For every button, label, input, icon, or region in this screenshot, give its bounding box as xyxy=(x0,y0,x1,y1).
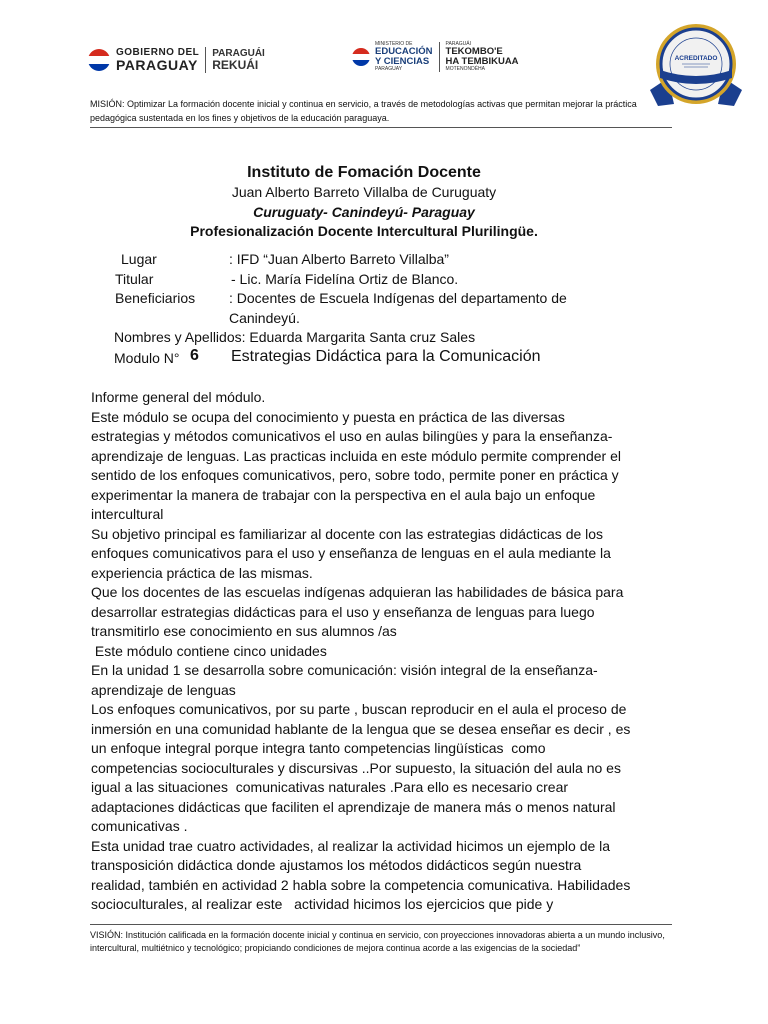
lugar-value: : IFD “Juan Alberto Barreto Villalba” xyxy=(229,251,449,267)
gov-logo-line2: PARAGUAY xyxy=(116,57,198,73)
mec-line2: Y CIENCIAS xyxy=(375,56,430,67)
body-line: Los enfoques comunicativos, por su parte , buscan reproducir en el aula el proceso de xyxy=(91,701,627,717)
mec-small-label: MINISTERIO DE xyxy=(375,41,413,48)
mission-statement: MISIÓN: Optimizar La formación docente inicial y continua en servicio, a través de metodologías activas que permitan mejorar la práctica pedagógica sustentada en los fines y objetivos de la educación paraguaya. xyxy=(90,99,637,123)
tek-small-label2: MOTENONDÉHA xyxy=(445,65,485,72)
gov-logo-line1: GOBIERNO DEL xyxy=(116,47,200,58)
gov-logo-line3: PARAGUÁI xyxy=(212,48,265,59)
program-title: Profesionalización Docente Intercultural Plurilingüe. xyxy=(190,223,538,239)
titular-value: - Lic. María Fidelína Ortiz de Blanco. xyxy=(231,271,459,287)
body-line: comunicativas . xyxy=(91,818,188,834)
body-line: estrategias y métodos comunicativos el uso en aulas bilingües y para la enseñanza- xyxy=(91,428,613,444)
body-line: aprendizaje de lenguas. Las practicas incluida en este módulo permite comprender el xyxy=(91,447,621,464)
body-line: Que los docentes de las escuelas indígenas adquieran las habilidades de básica para xyxy=(91,584,624,600)
lugar-label: Lugar xyxy=(121,251,157,267)
body-line: realidad, también en actividad 2 habla sobre la competencia comunicativa. Habilidades xyxy=(91,876,631,893)
body-line: un enfoque integral porque integra tanto competencias lingüísticas como xyxy=(91,740,546,756)
institute-location: Curuguaty- Canindeyú- Paraguay xyxy=(253,204,475,220)
modulo-label: Modulo N° xyxy=(114,350,180,366)
mec-logo xyxy=(352,42,519,72)
footer-divider xyxy=(90,924,672,925)
beneficiarios-label: Beneficiarios xyxy=(115,290,196,306)
body-line: competencias socioculturales y discursivas ..Por supuesto, la situación del aula no es xyxy=(91,759,621,776)
mec-line1: EDUCACIÓN xyxy=(375,46,433,58)
vision-statement: VISIÓN: Institución calificada en la formación docente inicial y continua en servicio, con proyecciones innovadoras abierta a un mundo inclusivo, intercultural, multiétnico y tecnológico; propiciando condiciones de mejora continua acorde a las exigencias de la sociedad” xyxy=(90,930,665,953)
gov-logo-line4: REKUÁI xyxy=(212,58,259,72)
body-line: enfoques comunicativos para el uso y enseñanza de lenguas en el aula mediante la xyxy=(91,545,611,561)
body-line: adaptaciones didácticas que faciliten el aprendizaje de manera más o menos natural xyxy=(91,798,616,815)
accreditation-seal-icon xyxy=(648,20,744,116)
body-line: sentido de los enfoques comunicativos, pero, sobre todo, permite poner en práctica y xyxy=(91,467,619,483)
header-divider xyxy=(90,127,672,128)
body-line: desarrollar estrategias didácticas para el uso y enseñanza de lenguas para luego xyxy=(91,603,595,620)
beneficiarios-value-cont: Canindeyú. xyxy=(229,310,300,326)
beneficiarios-value: : Docentes de Escuela Indígenas del departamento de xyxy=(229,290,567,306)
body-line: experimentar la manera de trabajar con la perspectiva en el aula bajo un enfoque xyxy=(91,486,596,503)
paraguay-flag-icon xyxy=(88,49,110,71)
body-line: experiencia práctica de las mismas. xyxy=(91,564,313,581)
mec-small-label2: PARAGUAY xyxy=(375,65,403,72)
logo-separator xyxy=(205,47,206,73)
gobierno-paraguay-logo xyxy=(88,46,265,74)
body-line: igual a las situaciones comunicativas naturales .Para ello es necesario crear xyxy=(91,779,569,795)
body-line: Informe general del módulo. xyxy=(91,389,266,405)
body-text xyxy=(91,388,691,915)
nombres-apellidos: Nombres y Apellidos: Eduarda Margarita Santa cruz Sales xyxy=(114,329,476,345)
institute-name: Juan Alberto Barreto Villalba de Curuguaty xyxy=(231,184,497,200)
body-line: transposición didáctica donde ajustamos los métodos didácticos según nuestra xyxy=(91,857,582,873)
titular-label: Titular xyxy=(115,271,154,287)
institute-title: Instituto de Fomación Docente xyxy=(247,164,481,181)
modulo-title: Estrategias Didáctica para la Comunicación xyxy=(231,348,541,365)
body-line: socioculturales, al realizar este actividad hicimos los ejercicios que pide y xyxy=(91,896,554,912)
body-line: Este módulo se ocupa del conocimiento y puesta en práctica de las diversas xyxy=(91,408,565,425)
body-line: Esta unidad trae cuatro actividades, al realizar la actividad hicimos un ejemplo de la xyxy=(91,837,611,854)
body-line: transmitirlo ese conocimiento en sus alumnos /as xyxy=(91,623,397,639)
tek-line2: HA TEMBIKUAA xyxy=(445,56,519,67)
body-line: Su objetivo principal es familiarizar al docente con las estrategias didácticas de los xyxy=(91,525,604,542)
mec-flag-icon xyxy=(352,48,370,66)
modulo-number: 6 xyxy=(190,347,199,364)
body-line: Este módulo contiene cinco unidades xyxy=(91,642,327,659)
body-line: aprendizaje de lenguas xyxy=(91,681,236,698)
mec-separator xyxy=(439,42,440,72)
body-line: intercultural xyxy=(91,506,164,522)
tek-line1: TEKOMBO'E xyxy=(445,46,503,58)
tek-small-label: PARAGUÁI xyxy=(445,41,471,48)
body-line: En la unidad 1 se desarrolla sobre comunicación: visión integral de la enseñanza- xyxy=(91,662,598,678)
seal-text: ACREDITADO xyxy=(674,55,718,62)
body-line: inmersión en una comunidad hablante de la lengua que se desea enseñar es decir , es xyxy=(91,720,631,737)
